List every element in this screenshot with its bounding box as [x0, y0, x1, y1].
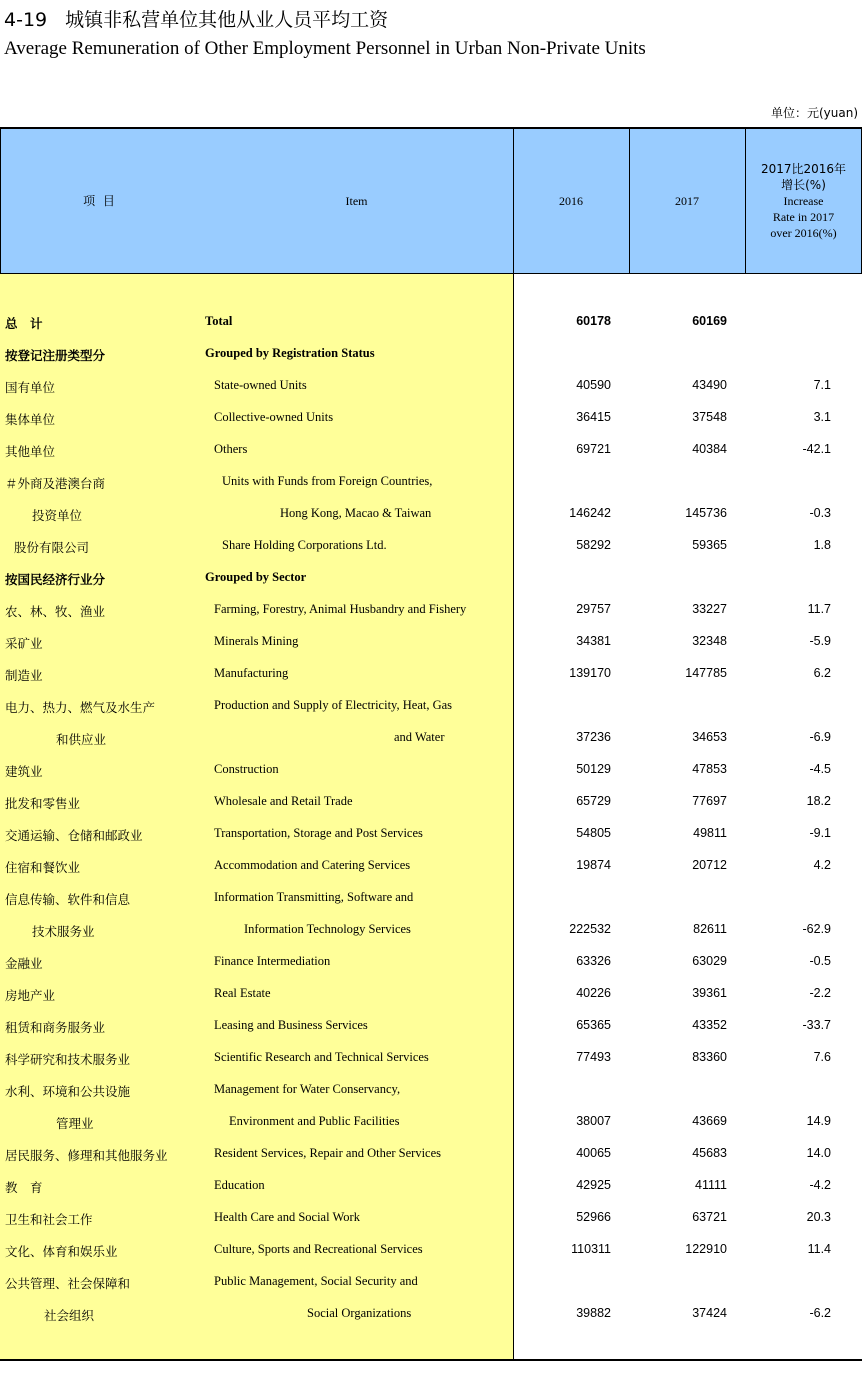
row-value-2016: 110311	[571, 1242, 611, 1256]
row-value-2017: 40384	[692, 442, 727, 456]
row-label-cn: 交通运输、仓储和邮政业	[5, 828, 143, 843]
row-label-en: State-owned Units	[214, 378, 307, 392]
row-label-en: Construction	[214, 762, 279, 776]
row-value-2016: 34381	[576, 634, 611, 648]
row-value-2017: 83360	[692, 1050, 727, 1064]
row-label-cn: 金融业	[5, 956, 43, 971]
row-value-2016: 139170	[569, 666, 611, 680]
row-label-en: Grouped by Registration Status	[205, 346, 375, 360]
row-value-rate: -0.3	[809, 506, 831, 520]
row-label-cn: 租赁和商务服务业	[5, 1020, 106, 1035]
row-value-2017: 33227	[692, 602, 727, 616]
row-label-en: Transportation, Storage and Post Services	[214, 826, 423, 840]
row-value-2017: 32348	[692, 634, 727, 648]
row-value-rate: 3.1	[813, 410, 831, 424]
row-value-rate: 11.4	[807, 1242, 831, 1256]
row-label-cn: 建筑业	[5, 764, 43, 779]
row-label-cn: 总 计	[5, 316, 43, 331]
table-row	[0, 1105, 862, 1137]
row-value-2017: 47853	[692, 762, 727, 776]
row-value-2017: 41111	[695, 1178, 727, 1192]
table-row	[0, 305, 862, 337]
table-row	[0, 1265, 862, 1297]
row-label-en: Culture, Sports and Recreational Services	[214, 1242, 423, 1256]
row-label-cn: 按国民经济行业分	[5, 572, 106, 587]
divider-left-edge	[0, 129, 1, 273]
row-value-2016: 222532	[569, 922, 611, 936]
row-value-2016: 37236	[576, 730, 611, 744]
row-value-rate: 18.2	[806, 794, 831, 808]
row-label-cn: 管理业	[56, 1116, 94, 1131]
row-value-2017: 49811	[693, 826, 727, 840]
row-value-2017: 147785	[685, 666, 727, 680]
table-row	[0, 1073, 862, 1105]
row-label-en: Farming, Forestry, Animal Husbandry and Fishery	[214, 602, 467, 616]
row-value-2017: 59365	[692, 538, 727, 552]
row-value-2017: 37548	[692, 410, 727, 424]
row-value-2016: 63326	[576, 954, 611, 968]
row-value-2017: 20712	[692, 858, 727, 872]
header-rate-line3: Increase	[783, 194, 824, 208]
row-label-cn: 按登记注册类型分	[5, 348, 106, 363]
row-label-cn: 批发和零售业	[5, 796, 81, 811]
row-label-cn: 和供应业	[56, 732, 107, 747]
table-row	[0, 337, 862, 369]
table-row	[0, 1297, 862, 1329]
row-label-en: Minerals Mining	[214, 634, 299, 648]
row-label-cn: 投资单位	[32, 508, 83, 523]
row-label-cn: 农、林、牧、渔业	[5, 604, 106, 619]
row-label-en: Leasing and Business Services	[214, 1018, 368, 1032]
row-label-en: Information Technology Services	[244, 922, 411, 936]
row-value-rate: 11.7	[807, 602, 831, 616]
row-value-2016: 38007	[576, 1114, 611, 1128]
table-row	[0, 561, 862, 593]
row-label-en: Public Management, Social Security and	[214, 1274, 418, 1288]
table-row	[0, 401, 862, 433]
row-value-2016: 58292	[576, 538, 611, 552]
row-label-cn: 水利、环境和公共设施	[5, 1084, 131, 1099]
unit-label: 单位：元(yuan)	[770, 106, 858, 120]
row-label-cn: 采矿业	[5, 636, 43, 651]
row-value-2017: 145736	[685, 506, 727, 520]
row-label-en: Hong Kong, Macao & Taiwan	[280, 506, 432, 520]
row-value-rate: -33.7	[802, 1018, 831, 1032]
row-label-en: Finance Intermediation	[214, 954, 331, 968]
table-row	[0, 721, 862, 753]
table-row	[0, 529, 862, 561]
row-value-2017: 77697	[692, 794, 727, 808]
row-value-2017: 122910	[685, 1242, 727, 1256]
row-label-en: Units with Funds from Foreign Countries,	[222, 474, 433, 488]
table-row	[0, 1201, 862, 1233]
row-label-en: Others	[214, 442, 248, 456]
header-rate-line4: Rate in 2017	[772, 210, 835, 224]
table-row	[0, 689, 862, 721]
row-value-rate: -9.1	[809, 826, 831, 840]
table-row	[0, 433, 862, 465]
table-row	[0, 913, 862, 945]
row-label-cn: 技术服务业	[32, 924, 95, 939]
row-value-2016: 29757	[576, 602, 611, 616]
row-value-rate: 6.2	[813, 666, 831, 680]
row-value-2016: 77493	[576, 1050, 611, 1064]
row-value-2016: 69721	[576, 442, 611, 456]
header-2017: 2017	[675, 194, 699, 208]
row-value-rate: 4.2	[813, 858, 831, 872]
row-value-2017: 60169	[692, 314, 727, 328]
table-row	[0, 657, 862, 689]
table-row	[0, 849, 862, 881]
row-label-en: Real Estate	[214, 986, 271, 1000]
row-label-en: Wholesale and Retail Trade	[214, 794, 353, 808]
row-label-cn: 教 育	[5, 1180, 43, 1195]
row-value-rate: 7.6	[813, 1050, 831, 1064]
row-label-en: Education	[214, 1178, 265, 1192]
row-value-2017: 63721	[692, 1210, 727, 1224]
table-row	[0, 977, 862, 1009]
table-row	[0, 625, 862, 657]
row-value-2016: 146242	[569, 506, 611, 520]
row-value-2016: 36415	[576, 410, 611, 424]
row-value-2017: 39361	[692, 986, 727, 1000]
row-value-2016: 40590	[576, 378, 611, 392]
row-label-cn: 公共管理、社会保障和	[5, 1276, 131, 1291]
table-row	[0, 369, 862, 401]
page-title-cn	[4, 5, 388, 32]
row-value-2016: 19874	[576, 858, 611, 872]
row-value-rate: -6.9	[809, 730, 831, 744]
row-label-en: Total	[205, 314, 233, 328]
table-row	[0, 1137, 862, 1169]
table-row	[0, 785, 862, 817]
table-row	[0, 465, 862, 497]
row-label-en: Social Organizations	[307, 1306, 412, 1320]
row-label-en: Accommodation and Catering Services	[214, 858, 411, 872]
title-cn-text: 城镇非私营单位其他从业人员平均工资	[65, 9, 389, 31]
header-rate-line1: 2017比2016年	[760, 162, 847, 176]
data-table	[0, 127, 862, 1361]
row-label-cn: 国有单位	[5, 380, 56, 395]
table-row	[0, 497, 862, 529]
row-label-cn: 卫生和社会工作	[5, 1212, 93, 1227]
row-value-rate: -2.2	[809, 986, 831, 1000]
row-value-2017: 43352	[692, 1018, 727, 1032]
row-value-2016: 65729	[576, 794, 611, 808]
row-label-en: Information Transmitting, Software and	[214, 890, 414, 904]
table-row	[0, 817, 862, 849]
table-row	[0, 753, 862, 785]
header-rate-line5: over 2016(%)	[770, 226, 837, 240]
row-label-cn: 社会组织	[44, 1308, 95, 1323]
row-label-en: Production and Supply of Electricity, Heat, Gas	[214, 698, 453, 712]
row-value-rate: 20.3	[806, 1210, 831, 1224]
table-row	[0, 945, 862, 977]
row-label-cn: 制造业	[5, 668, 43, 683]
row-value-2017: 45683	[692, 1146, 727, 1160]
row-value-2016: 39882	[576, 1306, 611, 1320]
table-row	[0, 1041, 862, 1073]
row-label-en: and Water	[394, 730, 445, 744]
row-value-2017: 63029	[692, 954, 727, 968]
table-number: 4-19	[4, 9, 48, 31]
row-value-rate: -0.5	[809, 954, 831, 968]
bottom-rule	[0, 1359, 862, 1361]
row-value-rate: -62.9	[802, 922, 831, 936]
row-value-rate: -4.5	[809, 762, 831, 776]
row-label-cn: 集体单位	[5, 412, 56, 427]
row-value-2017: 43490	[692, 378, 727, 392]
table-row	[0, 881, 862, 913]
table-row	[0, 1169, 862, 1201]
row-value-2017: 34653	[692, 730, 727, 744]
page-title-en: Average Remuneration of Other Employment Personnel in Urban Non-Private Units	[4, 38, 646, 59]
row-label-en: Collective-owned Units	[214, 410, 334, 424]
row-label-cn: 电力、热力、燃气及水生产	[5, 700, 156, 715]
row-value-2016: 60178	[576, 314, 611, 328]
row-value-rate: 1.8	[813, 538, 831, 552]
row-label-en: Grouped by Sector	[205, 570, 307, 584]
row-label-en: Environment and Public Facilities	[229, 1114, 400, 1128]
row-label-en: Management for Water Conservancy,	[214, 1082, 401, 1096]
row-value-2016: 42925	[576, 1178, 611, 1192]
row-value-2016: 54805	[576, 826, 611, 840]
header-2016: 2016	[559, 194, 583, 208]
row-value-2016: 65365	[576, 1018, 611, 1032]
row-value-rate: -6.2	[809, 1306, 831, 1320]
row-value-rate: -4.2	[809, 1178, 831, 1192]
divider-2017-rate	[745, 129, 746, 273]
row-value-2017: 43669	[692, 1114, 727, 1128]
row-label-cn: 居民服务、修理和其他服务业	[5, 1148, 168, 1163]
row-value-rate: 14.0	[806, 1146, 831, 1160]
row-value-2016: 50129	[576, 762, 611, 776]
row-label-en: Scientific Research and Technical Services	[214, 1050, 429, 1064]
header-rate-line2: 增长(%)	[781, 178, 826, 192]
table-row	[0, 1233, 862, 1265]
row-value-rate: -5.9	[809, 634, 831, 648]
row-label-en: Manufacturing	[214, 666, 289, 680]
row-value-rate: 7.1	[813, 378, 831, 392]
row-label-cn: 文化、体育和娱乐业	[5, 1244, 118, 1259]
row-value-rate: 14.9	[806, 1114, 831, 1128]
row-label-en: Health Care and Social Work	[214, 1210, 360, 1224]
header-rate	[745, 129, 862, 273]
row-value-2017: 37424	[692, 1306, 727, 1320]
row-label-cn: 股份有限公司	[14, 540, 90, 555]
row-value-rate: -42.1	[802, 442, 831, 456]
row-value-2017: 82611	[693, 922, 727, 936]
divider-2016-2017	[629, 129, 630, 273]
table-row	[0, 1009, 862, 1041]
header-item-en: Item	[345, 194, 368, 208]
row-label-en: Share Holding Corporations Ltd.	[222, 538, 387, 552]
row-label-en: Resident Services, Repair and Other Services	[214, 1146, 442, 1160]
row-label-cn: 房地产业	[5, 988, 56, 1003]
table-row	[0, 593, 862, 625]
row-label-cn: 信息传输、软件和信息	[5, 892, 131, 907]
row-label-cn: ＃外商及港澳台商	[5, 476, 106, 491]
row-label-cn: 住宿和餐饮业	[5, 860, 81, 875]
row-value-2016: 40065	[576, 1146, 611, 1160]
row-value-2016: 52966	[576, 1210, 611, 1224]
row-label-cn: 科学研究和技术服务业	[5, 1052, 131, 1067]
row-value-2016: 40226	[576, 986, 611, 1000]
header-item-cn: 项 目	[83, 194, 117, 208]
row-label-cn: 其他单位	[5, 444, 56, 459]
